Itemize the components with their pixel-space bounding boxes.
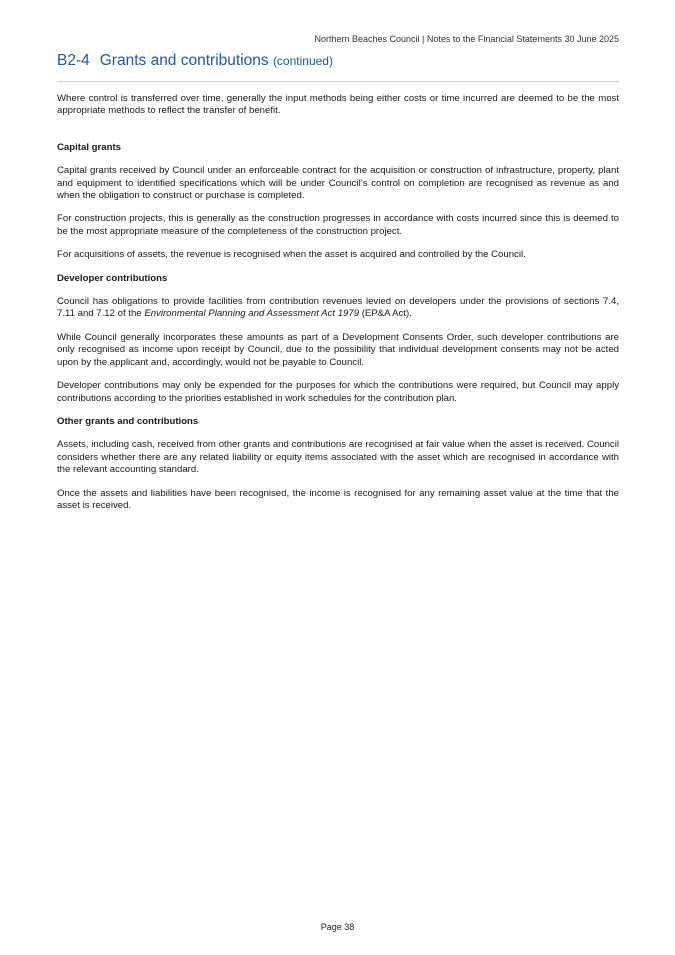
other-grants-paragraph-1: Assets, including cash, received from other grants and contributions are recognised at fair value when the asset is received. Council considers whether there are any related liability or equity items associated with the asset which are recognised in accordance with the relevant accounting standard. bbox=[57, 439, 619, 476]
other-grants-paragraph-2: Once the assets and liabilities have been recognised, the income is recognised for any remaining asset value at the time that the asset is received. bbox=[57, 487, 619, 511]
developer-contributions-heading: Developer contributions bbox=[57, 272, 168, 284]
capital-grants-heading: Capital grants bbox=[57, 141, 121, 153]
page-number: Page 38 bbox=[320, 922, 355, 932]
dc-p1-end: (EP&A Act). bbox=[359, 308, 412, 320]
intro-paragraph: Where control is transferred over time, generally the input methods being either costs or time incurred are deemed to be the most appropriate methods to reflect the transfer of benefit. bbox=[57, 93, 619, 117]
developer-contributions-paragraph-1 bbox=[57, 296, 619, 321]
section-number: B2-4 bbox=[57, 52, 90, 69]
act-name: Environmental Planning and Assessment Act 1979 bbox=[144, 308, 360, 320]
capital-grants-paragraph-2: For construction projects, this is generally as the construction progresses in accordance with costs incurred since this is deemed to be the most appropriate measure of the completeness of the construction project. bbox=[57, 213, 619, 237]
running-header: Northern Beaches Council | Notes to the Financial Statements 30 June 2025 bbox=[314, 34, 619, 44]
section-continued: (continued) bbox=[272, 54, 333, 68]
title-divider bbox=[57, 81, 619, 82]
developer-contributions-paragraph-2: While Council generally incorporates these amounts as part of a Development Consents Order, such developer contributions are only recognised as income upon receipt by Council, due to the possibility that individual development consents may not be acted upon by the applicant and, accordingly, would not be payable to Council. bbox=[57, 331, 619, 368]
spacer bbox=[57, 129, 619, 142]
other-grants-heading: Other grants and contributions bbox=[57, 415, 199, 427]
body-text bbox=[57, 93, 619, 523]
section-title bbox=[57, 52, 619, 70]
dc-p1-start: Council has obligations to provide facilities from contribution revenues levied on developers under the provisions of sections 7.4, 7.11 and 7.12 of the bbox=[57, 296, 619, 320]
capital-grants-paragraph-3: For acquisitions of assets, the revenue is recognised when the asset is acquired and controlled by the Council. bbox=[57, 249, 526, 261]
developer-contributions-paragraph-3: Developer contributions may only be expended for the purposes for which the contributions were required, but Council may apply contributions according to the priorities established in work schedules for the contribution plan. bbox=[57, 380, 619, 404]
capital-grants-paragraph-1: Capital grants received by Council under an enforceable contract for the acquisition or construction of infrastructure, property, plant and equipment to identified specifications which will be under Council’s control on completion are recognised as revenue as and when the obligation to construct or purchase is completed. bbox=[57, 165, 619, 202]
section-title-text: Grants and contributions bbox=[99, 52, 269, 69]
